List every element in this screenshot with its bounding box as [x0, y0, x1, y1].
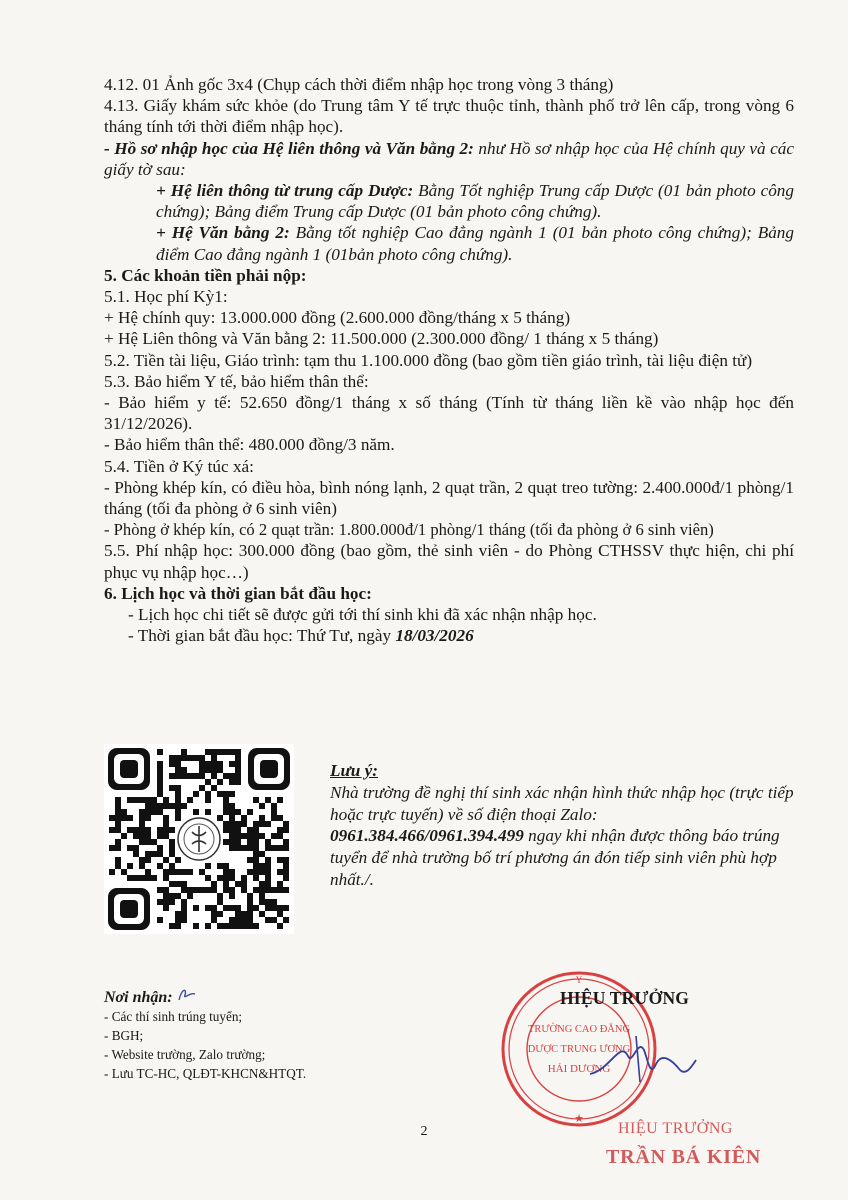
item-5-1-chinh-quy: + Hệ chính quy: 13.000.000 đồng (2.600.000 đồng/tháng x 5 tháng): [104, 308, 571, 328]
recipients-block: [104, 986, 424, 1083]
recipient-item: - Các thí sinh trúng tuyển;: [104, 1009, 243, 1024]
note-text-2: ngay khi nhận được thông báo trúng tuyển để nhà trường bố trí phương án đón tiếp sinh viên phù hợp nhất./.: [330, 826, 780, 889]
qr-code: [104, 744, 294, 934]
signature-stamp-title: HIỆU TRƯỞNG: [618, 1120, 733, 1137]
zalo-phone-numbers: 0961.384.466/0961.394.499: [330, 826, 524, 846]
item-5-3-bhyt: - Bảo hiểm y tế: 52.650 đồng/1 tháng x số tháng (Tính từ tháng liền kề vào nhập học đến 31/12/2026).: [104, 393, 794, 434]
item-5-4-phong-dieu-hoa: - Phòng khép kín, có điều hòa, bình nóng lạnh, 2 quạt trần, 2 quạt treo tường: 2.400.000đ/1 phòng/1 tháng (tối đa phòng ở 6 sinh viên): [104, 477, 794, 519]
section-6-heading: 6. Lịch học và thời gian bắt đầu học:: [104, 583, 372, 603]
item-6-start-date: [104, 625, 794, 646]
recipient-item: - BGH;: [104, 1028, 144, 1043]
item-4-13: 4.13. Giấy khám sức khỏe (do Trung tâm Y tế trực thuộc tỉnh, thành phố trở lên cấp, trong vòng 6 tháng tính tới thời điểm nhập học).: [104, 96, 794, 137]
lien-thong-requirements: [104, 138, 794, 180]
recipients-heading-row: [104, 986, 424, 1007]
section-5-heading: 5. Các khoản tiền phải nộp:: [104, 265, 307, 285]
svg-text:Y: Y: [575, 975, 583, 985]
note-text-1: Nhà trường đề nghị thí sinh xác nhận hình thức nhập học (trực tiếp hoặc trực tuyến) về số điện thoại Zalo:: [330, 782, 794, 824]
note-box: [330, 760, 800, 891]
stamp-line-3: HẢI DƯƠNG: [547, 1063, 611, 1075]
lien-thong-trung-cap-text: Bằng Tốt nghiệp Trung cấp Dược (01 bản photo công chứng); Bảng điểm Trung cấp Dược (01 bản photo công chứng).: [156, 181, 794, 222]
van-bang-2-heading: + Hệ Văn bằng 2:: [156, 223, 290, 243]
qr-logo: [175, 815, 223, 863]
principal-title: HIỆU TRƯỞNG: [560, 988, 690, 1008]
recipient-item: - Lưu TC-HC, QLĐT-KHCN&HTQT.: [104, 1066, 307, 1081]
recipients-list: [104, 1007, 424, 1083]
stamp-line-2: DƯỢC TRUNG ƯƠNG: [527, 1044, 631, 1055]
start-date-label: - Thời gian bắt đầu học: Thứ Tư, ngày: [128, 626, 396, 646]
document-body: [104, 74, 794, 646]
item-5-5: 5.5. Phí nhập học: 300.000 đồng (bao gồm, thẻ sinh viên - do Phòng CTHSSV thực hiện, chi phí phục vụ nhập học…): [104, 541, 794, 582]
recipients-label: Nơi nhận:: [104, 989, 173, 1006]
item-4-12: 4.12. 01 Ảnh gốc 3x4 (Chụp cách thời điểm nhập học trong vòng 3 tháng): [104, 75, 614, 94]
lien-thong-text: như Hồ sơ nhập học của Hệ chính quy và các giấy tờ sau:: [104, 138, 795, 179]
item-5-3-bhtt: - Bảo hiểm thân thể: 480.000 đồng/3 năm.: [104, 435, 395, 455]
initial-mark-icon: [176, 986, 198, 1004]
item-5-1-lien-thong: + Hệ Liên thông và Văn bằng 2: 11.500.000 (2.300.000 đồng/ 1 tháng x 5 tháng): [104, 329, 659, 349]
van-bang-2: [104, 222, 794, 264]
item-5-4-phong-quat: - Phòng ở khép kín, có 2 quạt trần: 1.800.000đ/1 phòng/1 tháng (tối đa phòng ở 6 sinh viên): [104, 520, 714, 540]
principal-signature: [580, 1030, 700, 1090]
svg-text:★: ★: [574, 1113, 584, 1125]
lien-thong-trung-cap-heading: + Hệ liên thông từ trung cấp Dược:: [156, 181, 414, 201]
stamp-line-1: TRƯỜNG CAO ĐẲNG: [527, 1024, 631, 1035]
item-5-1: 5.1. Học phí Kỳ1:: [104, 287, 228, 307]
note-content: [330, 782, 800, 891]
item-5-3: 5.3. Bảo hiểm Y tế, bảo hiểm thân thể:: [104, 371, 369, 391]
recipient-item: - Website trường, Zalo trường;: [104, 1047, 266, 1062]
page-number: 2: [420, 1124, 428, 1139]
note-title: Lưu ý:: [330, 761, 379, 780]
principal-name: TRẦN BÁ KIÊN: [606, 1146, 762, 1168]
start-date-value: 18/03/2026: [395, 626, 474, 646]
item-6-schedule: - Lịch học chi tiết sẽ được gửi tới thí sinh khi đã xác nhận nhập học.: [128, 605, 597, 625]
lien-thong-trung-cap: [104, 180, 794, 222]
van-bang-2-text: Bằng tốt nghiệp Cao đẳng ngành 1 (01 bản photo công chứng); Bảng điểm Cao đẳng ngành 1 (01bản photo công chứng).: [156, 223, 794, 264]
item-5-4: 5.4. Tiền ở Ký túc xá:: [104, 456, 254, 476]
lien-thong-heading: - Hồ sơ nhập học của Hệ liên thông và Văn bằng 2:: [104, 138, 474, 158]
item-5-2: 5.2. Tiền tài liệu, Giáo trình: tạm thu 1.100.000 đồng (bao gồm tiền giáo trình, tài liệu điện tử): [104, 350, 753, 370]
